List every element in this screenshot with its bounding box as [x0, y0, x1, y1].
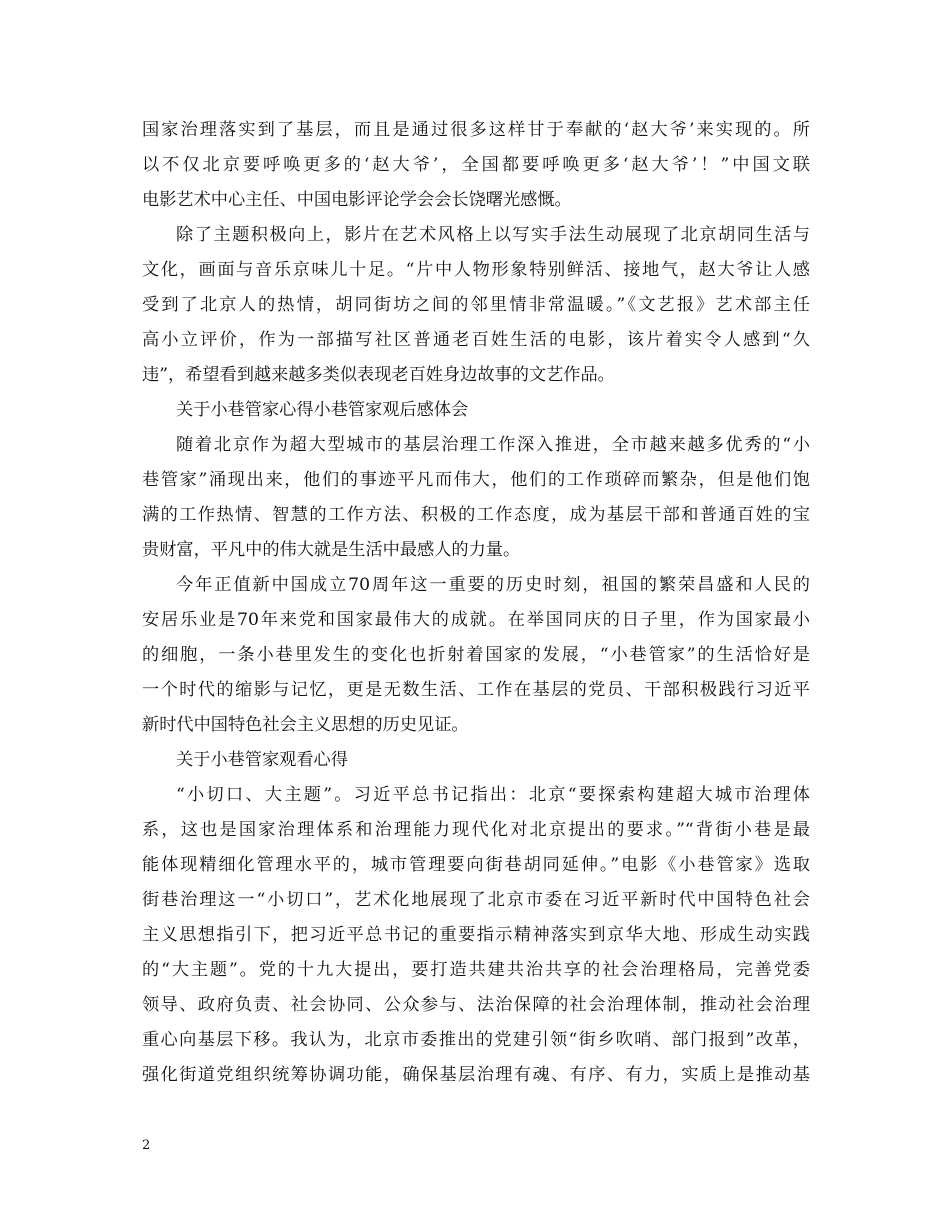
text-line: 巷管家”涌现出来，他们的事迹平凡而伟大，他们的工作琐碎而繁杂，但是他们饱 — [142, 470, 810, 490]
text-line: 新时代中国特色社会主义思想的历史见证。 — [142, 715, 469, 735]
text-line: 重心向基层下移。我认为，北京市委推出的党建引领“街乡吹哨、部门报到”改革， — [142, 1030, 810, 1050]
page-number: 2 — [142, 1138, 151, 1153]
text-line: 的“大主题”。党的十九大提出，要打造共建共治共享的社会治理格局，完善党委 — [142, 960, 810, 980]
text-line: 一个时代的缩影与记忆，更是无数生活、工作在基层的党员、干部积极践行习近平 — [142, 680, 810, 700]
text-line: 电影艺术中心主任、中国电影评论学会会长饶曙光感慨。 — [142, 190, 572, 210]
text-line: 的细胞，一条小巷里发生的变化也折射着国家的发展，“小巷管家”的生活恰好是 — [142, 645, 810, 665]
body-text — [142, 113, 810, 1093]
text-line: 领导、政府负责、社会协同、公众参与、法治保障的社会治理体制，推动社会治理 — [142, 995, 810, 1015]
paragraph-start-line: 随着北京作为超大型城市的基层治理工作深入推进，全市越来越多优秀的“小 — [176, 435, 810, 455]
text-line: 街巷治理这一“小切口”，艺术化地展现了北京市委在习近平新时代中国特色社会 — [142, 890, 810, 910]
paragraph-start-line: “小切口、大主题”。习近平总书记指出：北京“要探索构建超大城市治理体 — [176, 785, 810, 805]
text-line: 安居乐业是70年来党和国家最伟大的成就。在举国同庆的日子里，作为国家最小 — [142, 610, 810, 630]
text-line: 系，这也是国家治理体系和治理能力现代化对北京提出的要求。”“背街小巷是最 — [142, 820, 810, 840]
text-line: 主义思想指引下，把习近平总书记的重要指示精神落实到京华大地、形成生动实践 — [142, 925, 810, 945]
paragraph-start-line: 今年正值新中国成立70周年这一重要的历史时刻，祖国的繁荣昌盛和人民的 — [176, 575, 810, 595]
section-heading: 关于小巷管家心得小巷管家观后感体会 — [176, 400, 469, 420]
text-line: 满的工作热情、智慧的工作方法、积极的工作态度，成为基层干部和普通百姓的宝 — [142, 505, 810, 525]
text-line: 高小立评价，作为一部描写社区普通老百姓生活的电影，该片着实令人感到“久 — [142, 330, 810, 350]
text-line: 文化，画面与音乐京味儿十足。“片中人物形象特别鲜活、接地气，赵大爷让人感 — [142, 260, 810, 280]
text-line: 国家治理落实到了基层，而且是通过很多这样甘于奉献的‘赵大爷’来实现的。所 — [142, 120, 810, 140]
paragraph-start-line: 除了主题积极向上，影片在艺术风格上以写实手法生动展现了北京胡同生活与 — [176, 225, 810, 245]
section-heading: 关于小巷管家观看心得 — [176, 750, 348, 770]
text-line: 贵财富，平凡中的伟大就是生活中最感人的力量。 — [142, 540, 521, 560]
text-line: 受到了北京人的热情，胡同街坊之间的邻里情非常温暖。”《文艺报》艺术部主任 — [142, 295, 810, 315]
text-line: 违”，希望看到越来越多类似表现老百姓身边故事的文艺作品。 — [142, 365, 615, 385]
text-line: 能体现精细化管理水平的，城市管理要向街巷胡同延伸。”电影《小巷管家》选取 — [142, 855, 810, 875]
text-line: 强化街道党组织统筹协调功能，确保基层治理有魂、有序、有力，实质上是推动基 — [142, 1065, 810, 1085]
text-line: 以不仅北京要呼唤更多的‘赵大爷’，全国都要呼唤更多‘赵大爷’！”中国文联 — [142, 155, 810, 175]
